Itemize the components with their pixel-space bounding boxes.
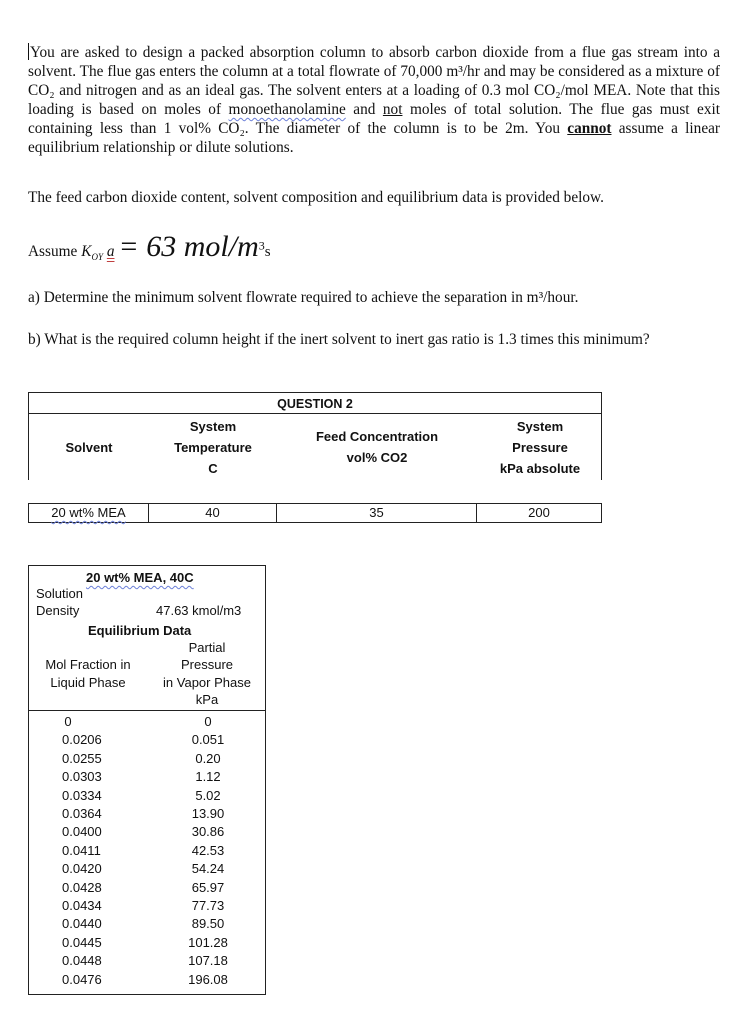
mol-fraction-value: 0.0448 bbox=[62, 953, 102, 969]
header-temperature bbox=[149, 414, 277, 480]
partial-pressure-value: 0.051 bbox=[191, 732, 225, 748]
problem-text-2: and bbox=[345, 101, 383, 118]
header-pressure-line2: Pressure bbox=[512, 439, 568, 455]
partial-pressure-value: 107.18 bbox=[188, 953, 228, 969]
mol-fraction-value: 0.0255 bbox=[62, 750, 102, 766]
partial-pressure-value: 30.86 bbox=[191, 824, 225, 840]
equilibrium-row bbox=[28, 824, 266, 843]
header-pressure-line1: System bbox=[516, 418, 564, 434]
cell-solvent-text: 20 wt% MEA bbox=[51, 505, 126, 520]
partial-pressure-value: 101.28 bbox=[188, 934, 228, 950]
emphasis-not: not bbox=[382, 101, 403, 118]
cell-pressure: 200 bbox=[528, 505, 550, 520]
partial-pressure-value: 54.24 bbox=[191, 861, 225, 877]
problem-text-4: assume a linear equilibrium relationship or dilute solutions. bbox=[28, 120, 720, 156]
equilibrium-title bbox=[86, 570, 194, 585]
partial-pressure-value: 196.08 bbox=[188, 971, 228, 987]
header-feed-line2: vol% CO2 bbox=[346, 450, 408, 465]
partial-pressure-value: 1.12 bbox=[195, 769, 221, 785]
partial-pressure-value: 65.97 bbox=[191, 879, 225, 895]
problem-text-3: moles of total solution. The flue gas must exit containing less than 1 vol% CO₂. The diameter of the column is to be 2m. You bbox=[28, 101, 720, 137]
units-seconds: s bbox=[264, 244, 271, 260]
mol-fraction-value: 0.0440 bbox=[62, 916, 102, 932]
header-temperature-line1: System bbox=[189, 418, 237, 434]
col2-header-line3: in Vapor Phase bbox=[163, 675, 251, 690]
question-table-title: QUESTION 2 bbox=[28, 392, 602, 414]
partial-pressure-value: 77.73 bbox=[191, 898, 225, 913]
equilibrium-section-title: Equilibrium Data bbox=[88, 623, 192, 638]
header-divider bbox=[28, 710, 265, 711]
col1-header-line2: Liquid Phase bbox=[50, 675, 126, 690]
cell-temperature: 40 bbox=[149, 504, 277, 522]
equilibrium-row bbox=[28, 751, 266, 770]
units-exponent: 3 bbox=[258, 238, 265, 253]
equilibrium-row bbox=[28, 898, 266, 917]
header-temperature-line3: C bbox=[208, 460, 218, 476]
mol-fraction-value: 0.0334 bbox=[62, 787, 102, 803]
density-label-1: Solution bbox=[36, 586, 83, 601]
density-label-2: Density bbox=[36, 603, 80, 618]
equilibrium-row bbox=[28, 861, 266, 880]
assumption-line bbox=[28, 230, 271, 266]
assume-label: Assume bbox=[28, 243, 78, 260]
mol-fraction-value: 0.0411 bbox=[62, 842, 101, 858]
equilibrium-row bbox=[28, 935, 266, 954]
kya-value: = 63 mol/m bbox=[118, 230, 259, 263]
equilibrium-row bbox=[28, 714, 266, 733]
mol-fraction-value: 0 bbox=[64, 714, 72, 729]
partial-pressure-value: 5.02 bbox=[195, 787, 221, 803]
equilibrium-row bbox=[28, 953, 266, 972]
emphasis-cannot: cannot bbox=[567, 120, 612, 137]
density-value: 47.63 kmol/m3 bbox=[156, 603, 242, 618]
equilibrium-row bbox=[28, 916, 266, 935]
partial-pressure-value: 0 bbox=[204, 714, 212, 729]
header-solvent bbox=[29, 414, 149, 480]
partial-pressure-value: 42.53 bbox=[191, 842, 225, 858]
equilibrium-row bbox=[28, 788, 266, 807]
mol-fraction-value: 0.0206 bbox=[62, 732, 102, 748]
partial-pressure-value: 0.20 bbox=[195, 750, 221, 766]
part-b: b) What is the required column height if the inert solvent to inert gas ratio is 1.3 times this minimum? bbox=[28, 331, 650, 348]
col2-header-line4: kPa bbox=[195, 692, 219, 707]
mol-fraction-value: 0.0420 bbox=[62, 861, 102, 877]
header-temperature-line2: Temperature bbox=[174, 439, 252, 455]
equilibrium-row bbox=[28, 769, 266, 788]
question-table-row bbox=[28, 503, 602, 523]
question-table bbox=[28, 392, 602, 522]
part-a: a) Determine the minimum solvent flowrate required to achieve the separation in m³/hour. bbox=[28, 289, 579, 306]
k-a-letter: a bbox=[106, 243, 115, 260]
problem-paragraph bbox=[28, 43, 720, 157]
text-cursor bbox=[28, 43, 29, 60]
col2-header-line2: Pressure bbox=[180, 657, 234, 672]
mol-fraction-value: 0.0428 bbox=[62, 879, 102, 895]
question-table-header bbox=[28, 414, 602, 480]
data-intro: The feed carbon dioxide content, solvent composition and equilibrium data is provided below. bbox=[28, 189, 604, 206]
cell-feed-concentration: 35 bbox=[277, 504, 477, 522]
partial-pressure-value: 89.50 bbox=[191, 916, 225, 932]
equilibrium-row bbox=[28, 732, 266, 751]
equilibrium-row bbox=[28, 972, 266, 991]
k-subscript: OY bbox=[91, 252, 104, 263]
header-feed-concentration bbox=[277, 414, 477, 480]
cell-solvent bbox=[29, 504, 149, 522]
mol-fraction-value: 0.0434 bbox=[62, 898, 102, 913]
header-pressure bbox=[477, 414, 603, 480]
spellcheck-word-monoethanolamine[interactable]: monoethanolamine bbox=[228, 101, 346, 118]
k-letter: K bbox=[81, 243, 92, 260]
kya-symbol bbox=[81, 243, 115, 263]
col2-header-line1: Partial bbox=[188, 640, 226, 655]
problem-text-1: You are asked to design a packed absorption column to absorb carbon dioxide from a flue gas stream into a solvent. The flue gas enters the column at a total flowrate of 70,000 m³/hr and may be considered as a mixture of CO₂ and nitrogen and as an ideal gas. The solvent enters at a loading of 0.3 mol CO₂/mol MEA. Note that this loading is based on moles of bbox=[28, 44, 720, 118]
equilibrium-row bbox=[28, 843, 266, 862]
equilibrium-row bbox=[28, 806, 266, 825]
header-pressure-line3: kPa absolute bbox=[499, 460, 581, 476]
col1-header-line1: Mol Fraction in bbox=[45, 657, 131, 672]
header-feed-line1: Feed Concentration bbox=[315, 429, 439, 444]
mol-fraction-value: 0.0476 bbox=[62, 971, 102, 987]
equilibrium-title-text: 20 wt% MEA, 40C bbox=[86, 570, 194, 585]
mol-fraction-value: 0.0303 bbox=[62, 769, 102, 785]
header-solvent-line: Solvent bbox=[65, 439, 113, 455]
partial-pressure-value: 13.90 bbox=[191, 806, 225, 821]
mol-fraction-value: 0.0400 bbox=[62, 824, 102, 840]
equilibrium-row bbox=[28, 880, 266, 899]
mol-fraction-value: 0.0445 bbox=[62, 934, 102, 950]
equilibrium-table bbox=[28, 565, 266, 995]
mol-fraction-value: 0.0364 bbox=[62, 806, 102, 821]
